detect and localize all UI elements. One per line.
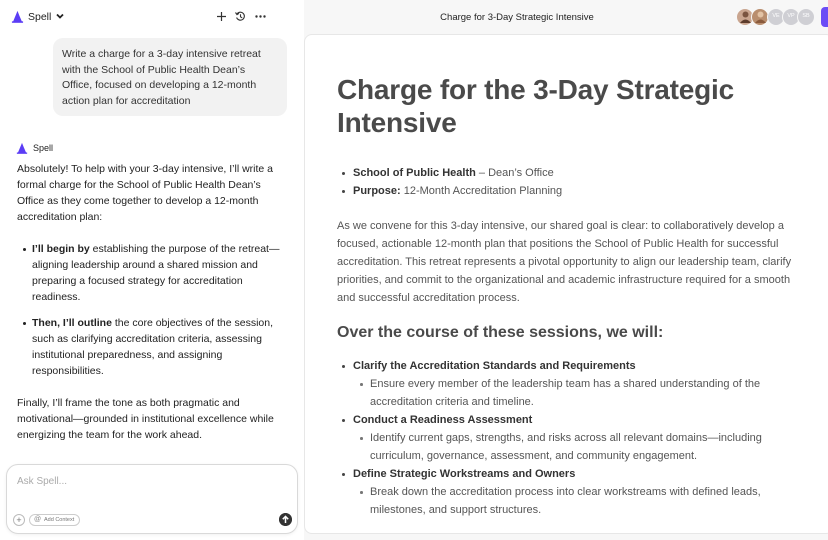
list-item-detail: Break down the accreditation process into clear workstreams with defined leads, milestones, and support structures. <box>353 483 807 519</box>
assistant-closing: Finally, I’ll frame the tone as both pragmatic and motivational—grounded in institutional excellence while energizing the team for the work ahead. <box>17 397 274 441</box>
document-title[interactable]: Charge for the 3-Day Strategic Intensive <box>337 74 734 138</box>
list-item: Conduct a Readiness Assessment Identify current gaps, strengths, and risks across all relevant domains—including curriculum, governance, assessment, and community engagement. <box>337 411 807 465</box>
app-name[interactable]: Spell <box>28 11 52 23</box>
list-item: Define Strategic Workstreams and Owners Break down the accreditation process into clear workstreams with defined leads, milestones, and support structures. <box>337 465 807 519</box>
avatar[interactable]: VP <box>782 8 800 26</box>
document-tab-title[interactable]: Charge for 3-Day Strategic Intensive <box>440 12 594 23</box>
avatar[interactable]: VE <box>767 8 785 26</box>
chat-composer <box>6 464 298 534</box>
list-item-detail: Ensure every member of the leadership team has a shared understanding of the accreditation criteria and timeline. <box>353 375 807 411</box>
spell-logo-icon <box>11 10 24 23</box>
chevron-down-icon[interactable] <box>55 11 65 21</box>
section-heading[interactable]: Over the course of these sessions, we will: <box>337 324 664 341</box>
list-item: School of Public Health – Dean’s Office <box>337 164 807 182</box>
avatar[interactable]: SB <box>797 8 815 26</box>
chat-panel <box>0 0 304 540</box>
document-intro[interactable]: As we convene for this 3-day intensive, our shared goal is clear: to collaboratively develop a focused, actionable 12-month plan that positions the School of Public Health for successful accreditation. This retreat represents a pivotal opportunity to align our leadership team, clarify priorities, and commit to the organizational and academic infrastructure required for a smooth and successful accreditation process. <box>337 220 792 304</box>
list-item: Purpose: 12-Month Accreditation Planning <box>337 182 807 200</box>
document-header <box>304 0 828 34</box>
document-content <box>337 73 807 519</box>
assistant-intro: Absolutely! To help with your 3-day intensive, I’ll write a formal charge for the School of Public Health Dean’s Office as they come together to develop a 12-month accreditation plan: <box>17 163 274 223</box>
list-item-detail: Identify current gaps, strengths, and risks across all relevant domains—including curriculum, governance, assessment, and community engagement. <box>353 429 807 465</box>
document-meta <box>337 164 807 200</box>
plus-icon[interactable] <box>215 10 228 23</box>
document-canvas <box>304 34 828 534</box>
goals-list <box>337 357 807 519</box>
spell-logo-icon <box>16 142 28 154</box>
chat-header <box>0 0 304 34</box>
share-button[interactable] <box>821 7 828 27</box>
user-message: Write a charge for a 3-day intensive retreat with the School of Public Health Dean’s Office, focused on developing a 12-month action plan for accreditation <box>53 38 287 116</box>
attach-plus-icon[interactable]: + <box>13 514 25 526</box>
history-icon[interactable] <box>234 10 247 23</box>
more-icon[interactable] <box>254 10 267 23</box>
send-icon[interactable] <box>279 513 292 526</box>
assistant-name: Spell <box>33 143 54 153</box>
list-item: Clarify the Accreditation Standards and Requirements Ensure every member of the leadership team has a shared understanding of the accreditation criteria and timeline. <box>337 357 807 411</box>
assistant-message <box>17 161 287 459</box>
list-item: I’ll begin by establishing the purpose of the retreat—aligning leadership around a shared mission and preparing a focused strategy for accreditation readiness. <box>17 241 287 305</box>
chat-input[interactable] <box>17 476 257 487</box>
user-photo-icon <box>753 9 768 24</box>
list-item: Then, I’ll outline the core objectives of the session, such as clarifying accreditation criteria, assessing institutional preparedness, and assigning responsibilities. <box>17 315 287 379</box>
assistant-bullets <box>17 241 287 379</box>
add-context-button[interactable]: @ Add Context <box>29 514 80 526</box>
at-icon: @ <box>34 516 42 523</box>
